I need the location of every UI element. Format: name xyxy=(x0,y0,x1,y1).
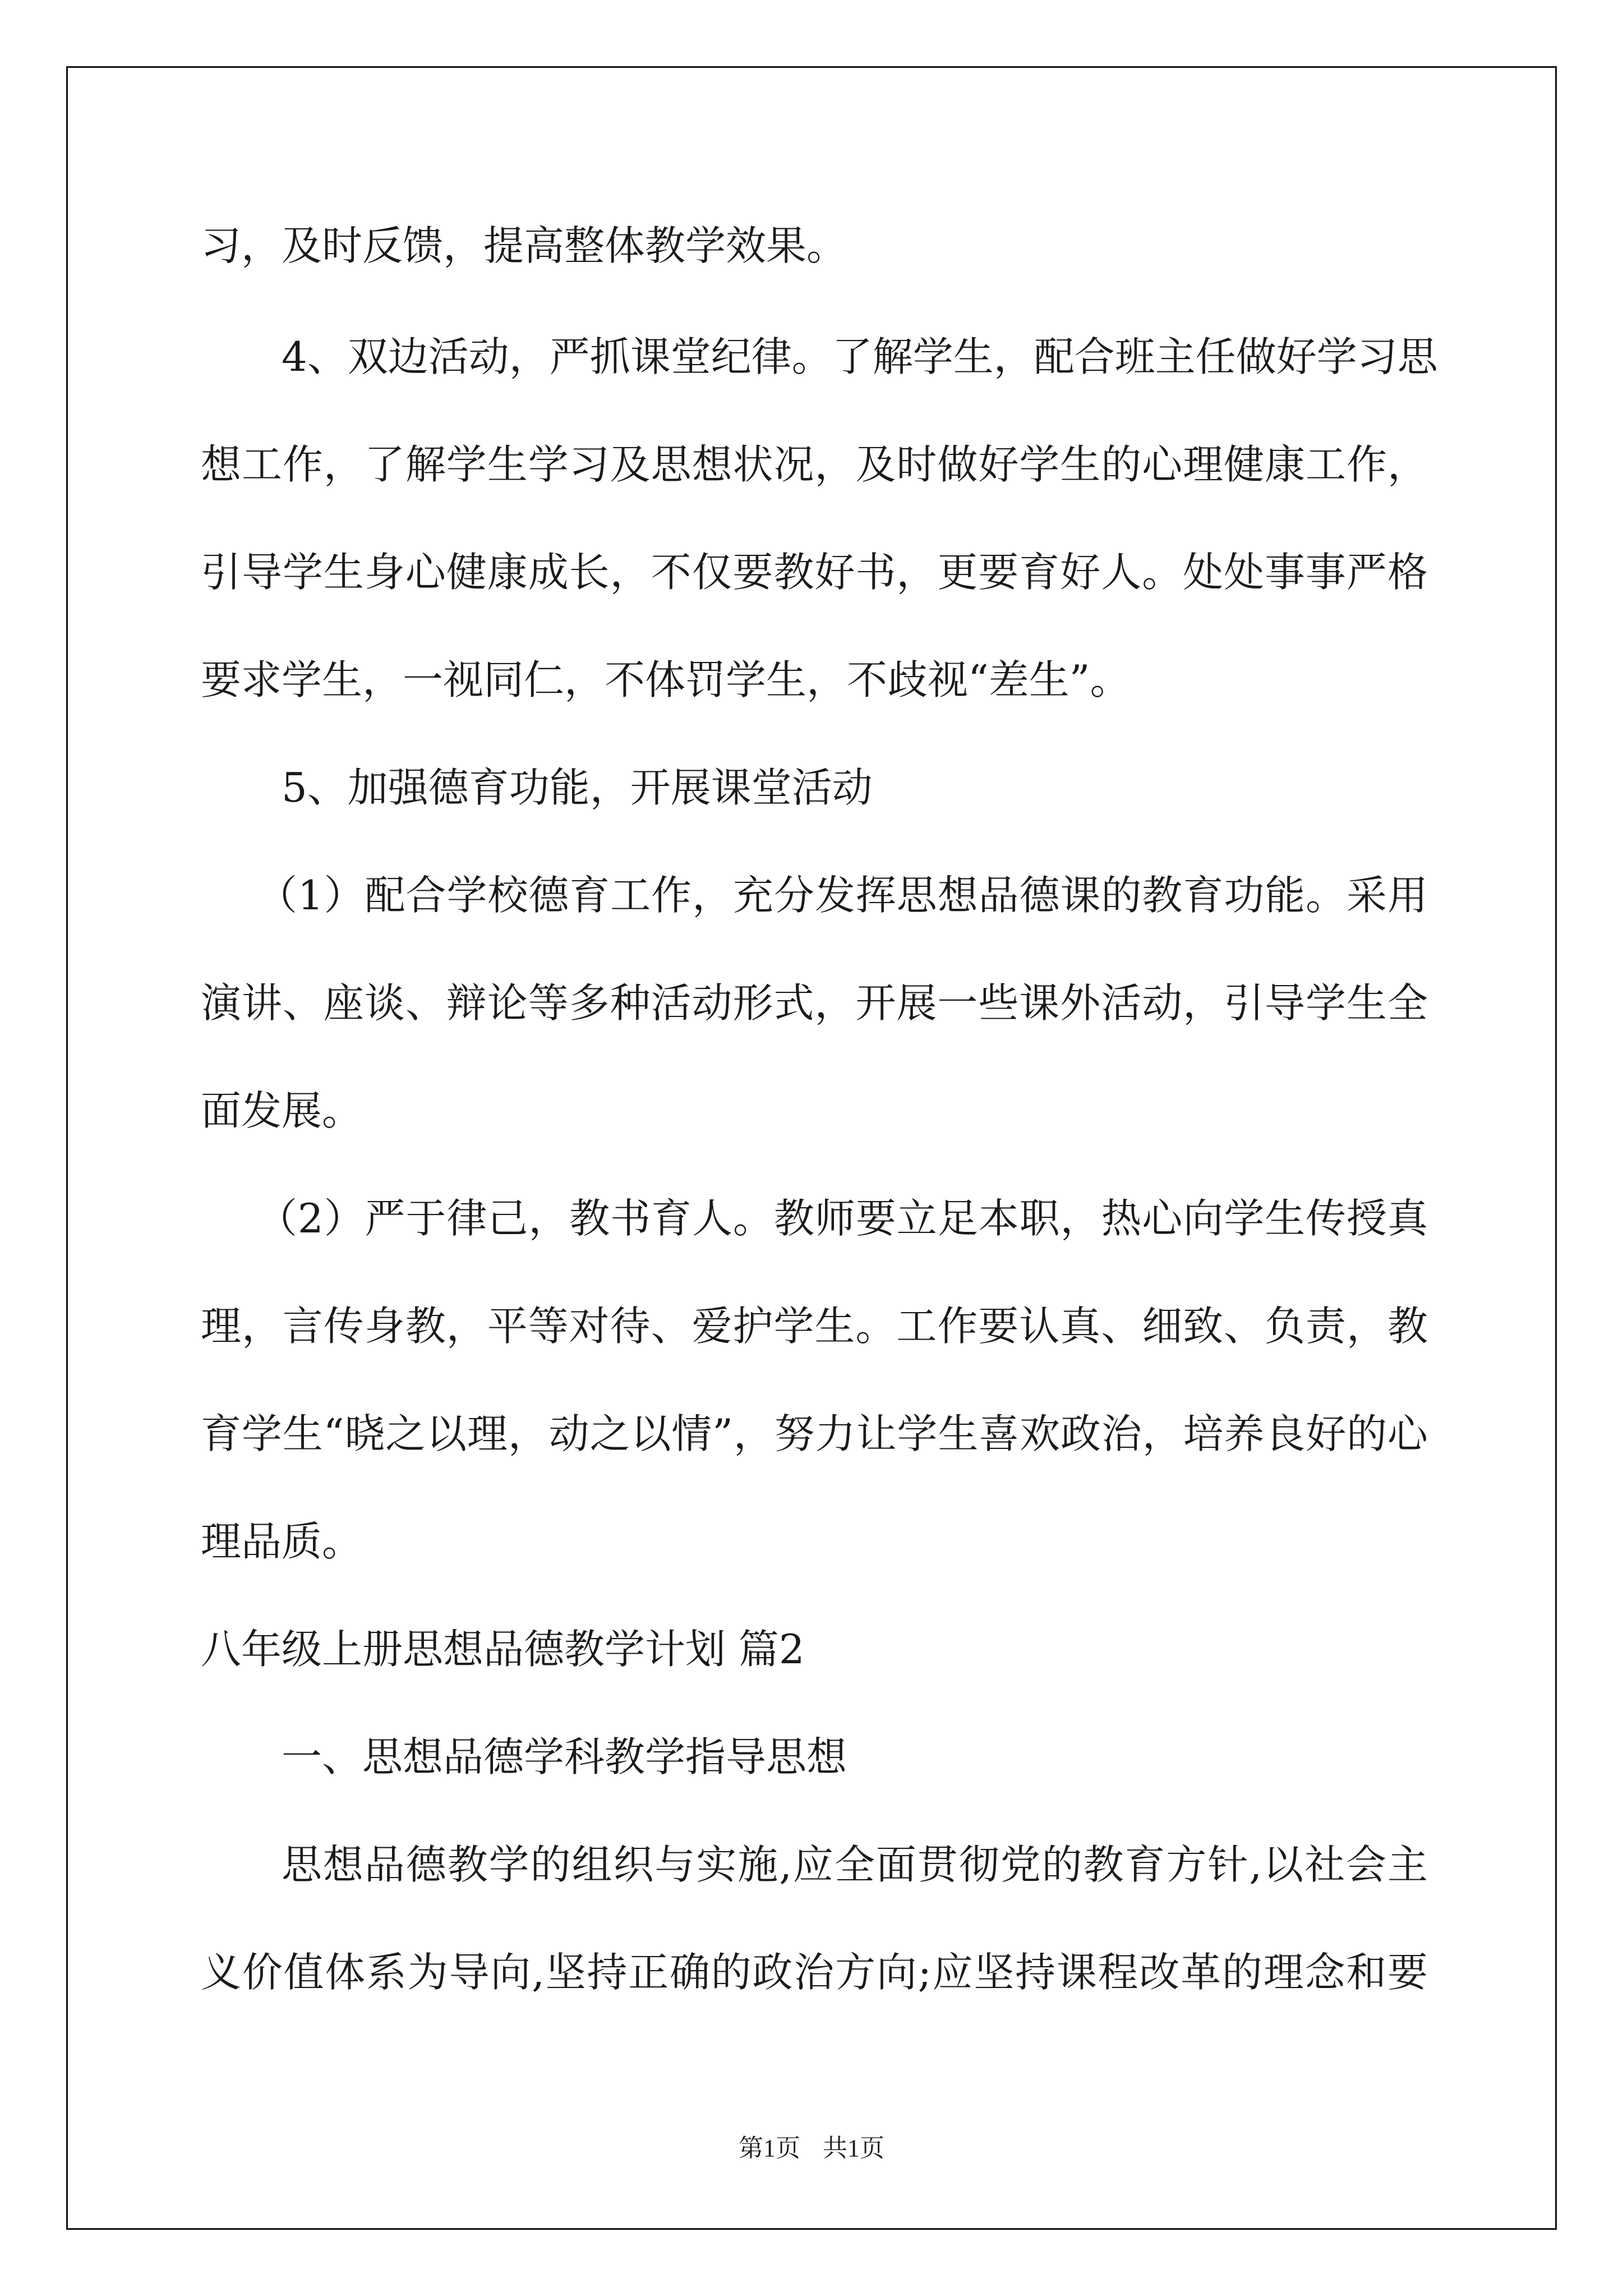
text-line: 要求学生，一视同仁，不体罚学生，不歧视“差生”。 xyxy=(201,656,1131,703)
section-heading: 一、思想品德学科教学指导思想 xyxy=(282,1733,847,1780)
page-number: 第1页 xyxy=(739,2134,800,2162)
text-line: 义价值体系为导向,坚持正确的政治方向;应坚持课程改革的理念和要 xyxy=(201,1949,1428,1996)
text-line: 思想品德教学的组织与实施,应全面贯彻党的教育方针,以社会主 xyxy=(282,1841,1428,1888)
page-footer xyxy=(0,2132,1623,2165)
text-line: 面发展。 xyxy=(201,1087,363,1134)
text-line: 演讲、座谈、辩论等多种活动形式，开展一些课外活动，引导学生全 xyxy=(201,979,1428,1027)
page-border xyxy=(66,66,1557,2230)
text-line: 想工作，了解学生学习及思想状况，及时做好学生的心理健康工作， xyxy=(201,441,1428,488)
text-line: 育学生“晓之以理，动之以情”，努力让学生喜欢政治，培养良好的心 xyxy=(201,1410,1428,1457)
text-line: 4、双边活动，严抓课堂纪律。了解学生，配合班主任做好学习思 xyxy=(282,333,1438,380)
page-total: 共1页 xyxy=(823,2134,884,2162)
section-heading: 5、加强德育功能，开展课堂活动 xyxy=(282,764,873,811)
text-line: 理，言传身教，平等对待、爱护学生。工作要认真、细致、负责，教 xyxy=(201,1303,1428,1350)
text-line: 习，及时反馈，提高整体教学效果。 xyxy=(201,222,847,269)
text-line: （2）严于律己，教书育人。教师要立足本职，热心向学生传授真 xyxy=(257,1195,1428,1242)
article-title: 八年级上册思想品德教学计划 篇2 xyxy=(201,1626,805,1673)
text-line: 引导学生身心健康成长，不仅要教好书，更要育好人。处处事事严格 xyxy=(201,549,1428,596)
text-line: （1）配合学校德育工作，充分发挥思想品德课的教育功能。采用 xyxy=(257,872,1428,919)
text-line: 理品质。 xyxy=(201,1518,363,1565)
